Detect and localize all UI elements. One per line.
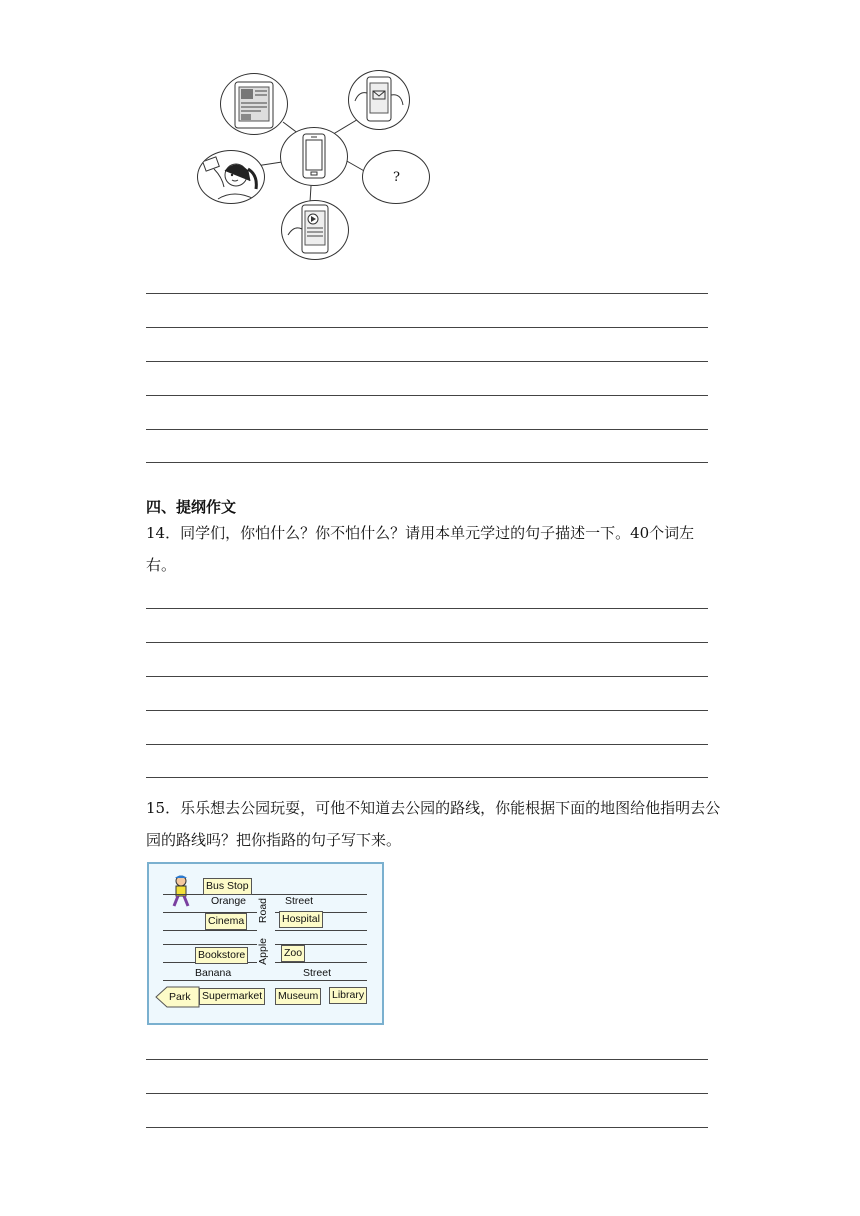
tablet-reading-image [220, 73, 288, 135]
boy-walking-icon [169, 874, 193, 908]
answer-line[interactable] [146, 642, 708, 643]
banana-street-label: Banana [195, 967, 232, 979]
bus-stop-label: Bus Stop [203, 878, 252, 895]
supermarket-label: Supermarket [199, 988, 265, 1005]
answer-line[interactable] [146, 710, 708, 711]
answer-line[interactable] [146, 1127, 708, 1128]
phone-message-image [348, 70, 410, 130]
phone-video-image [281, 200, 349, 260]
bookstore-label: Bookstore [195, 947, 248, 964]
answer-line[interactable] [146, 361, 708, 362]
question-15: 15．乐乐想去公园玩耍，可他不知道去公园的路线，你能根据下面的地图给他指明去公园的路线吗？把你指路的句子写下来。 [146, 799, 721, 849]
answer-line[interactable] [146, 744, 708, 745]
answer-line[interactable] [146, 462, 708, 463]
cinema-label: Cinema [205, 913, 247, 930]
apple-road-label: Apple [257, 938, 269, 965]
answer-line[interactable] [146, 1059, 708, 1060]
answer-line[interactable] [146, 293, 708, 294]
answer-line[interactable] [146, 1093, 708, 1094]
street-map [147, 862, 384, 1025]
answer-line[interactable] [146, 777, 708, 778]
smartphone-center-image [280, 127, 348, 186]
answer-line[interactable] [146, 608, 708, 609]
park-label: Park [169, 991, 191, 1003]
street-label-bottom: Street [303, 967, 332, 979]
orange-street-label: Orange [211, 895, 247, 907]
hospital-label: Hospital [279, 911, 323, 928]
zoo-label: Zoo [281, 945, 305, 962]
girl-selfie-image [197, 150, 265, 204]
answer-line[interactable] [146, 395, 708, 396]
street-label-top: Street [285, 895, 314, 907]
answer-line[interactable] [146, 676, 708, 677]
answer-line[interactable] [146, 429, 708, 430]
library-label: Library [329, 987, 367, 1004]
answer-line[interactable] [146, 327, 708, 328]
question-14: 14．同学们，你怕什么？你不怕什么？请用本单元学过的句子描述一下。40个词左右。 [146, 524, 695, 574]
museum-label: Museum [275, 988, 321, 1005]
section-title: 四、提纲作文 [146, 498, 237, 516]
question-mark: ? [393, 170, 400, 185]
road-label: Road [257, 898, 269, 924]
